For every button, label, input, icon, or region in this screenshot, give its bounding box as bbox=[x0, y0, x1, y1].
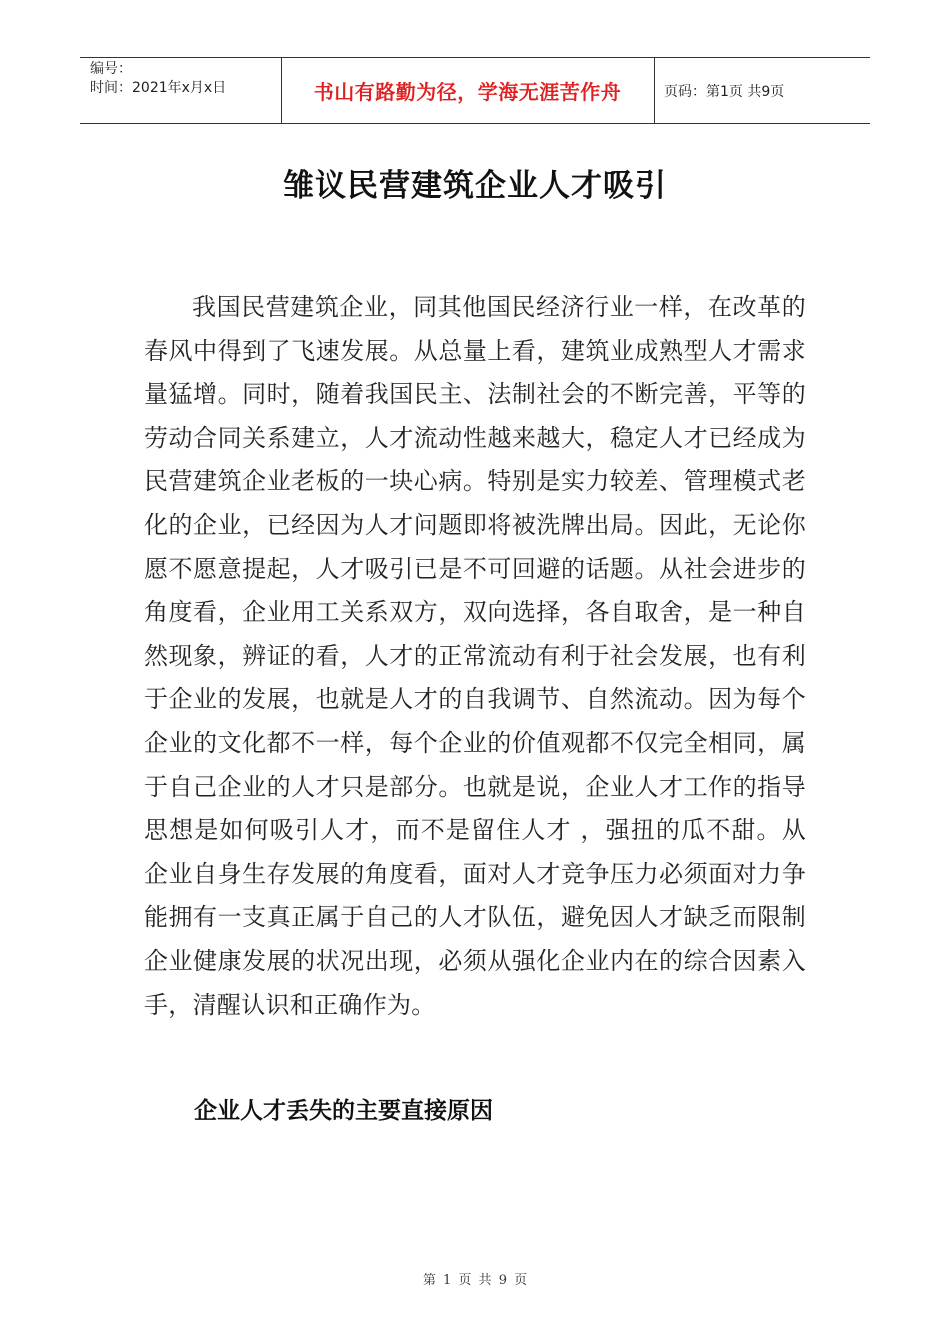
header-divider bbox=[654, 58, 655, 123]
document-title: 雏议民营建筑企业人才吸引 bbox=[283, 168, 667, 204]
header-page-info: 页码：第1页 共9页 bbox=[664, 83, 785, 100]
section-heading: 企业人才丢失的主要直接原因 bbox=[194, 1098, 493, 1124]
serial-number-label: 编号： bbox=[90, 61, 132, 77]
header-motto: 书山有路勤为径，学海无涯苦作舟 bbox=[313, 80, 622, 104]
date-label: 时间：2021年x月x日 bbox=[90, 80, 227, 96]
body-paragraph: 我国民营建筑企业，同其他国民经济行业一样，在改革的春风中得到了飞速发展。从总量上看，建筑业成熟型人才需求量猛增。同时，随着我国民主、法制社会的不断完善，平等的劳动合同关系建立，人才流动性越来越大，稳定人才已经成为民营建筑企业老板的一块心病。特别是实力较差、管理模式老化的企业，已经因为人才问题即将被洗牌出局。因此，无论你愿不愿意提起，人才吸引已是不可回避的话题。从社会进步的角度看，企业用工关系双方，双向选择，各自取舍，是一种自然现象，辨证的看，人才的正常流动有利于社会发展，也有利于企业的发展，也就是人才的自我调节、自然流动。因为每个企业的文化都不一样，每个企业的价值观都不仅完全相同，属于自己企业的人才只是部分。也就是说，企业人才工作的指导思想是如何吸引人才，而不是留住人才 ，强扭的瓜不甜。从企业自身生存发展的角度看，面对人才竞争压力必须面对力争能拥有一支真正属于自己的人才队伍，避免因人才缺乏而限制企业健康发展的状况出现，必须从强化企业内在的综合因素入手，清醒认识和正确作为。 bbox=[144, 293, 806, 1019]
page-footer: 第 1 页 共 9 页 bbox=[422, 1273, 528, 1288]
header-meta bbox=[90, 60, 226, 98]
page-header bbox=[80, 57, 870, 124]
